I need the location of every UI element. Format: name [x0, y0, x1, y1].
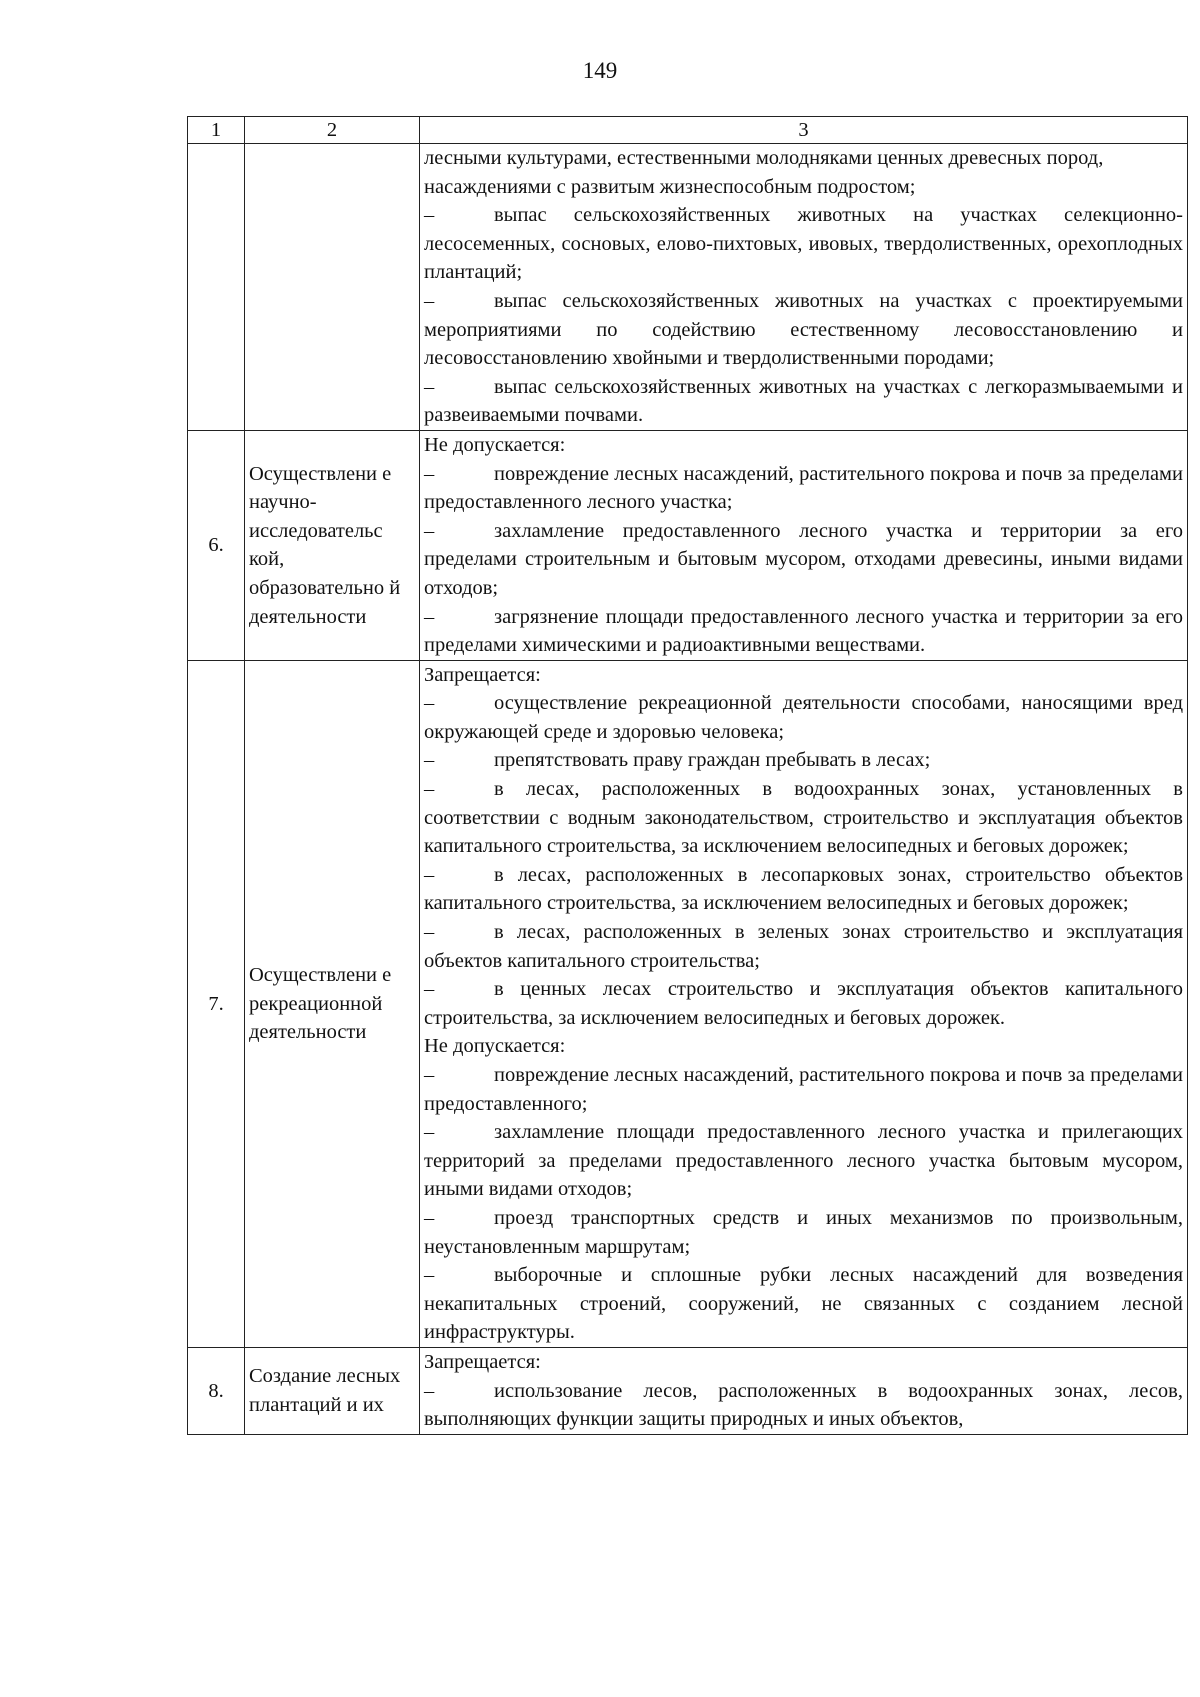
restriction-item	[424, 1204, 1183, 1261]
restriction-text: Запрещается:	[424, 1350, 541, 1373]
dash-bullet: –	[424, 204, 435, 227]
dash-bullet: –	[424, 921, 435, 944]
restriction-item	[424, 603, 1183, 660]
dash-bullet: –	[424, 778, 435, 801]
restriction-item	[424, 201, 1183, 287]
dash-bullet: –	[424, 1206, 435, 1229]
restriction-item	[424, 975, 1183, 1032]
dash-bullet: –	[424, 749, 435, 772]
row-number: 6.	[188, 430, 245, 660]
restriction-heading	[424, 661, 1183, 690]
restriction-text: проезд транспортных средств и иных механизмов по произвольным, неустановленным маршрутам;	[424, 1206, 1183, 1258]
restriction-heading	[424, 431, 1183, 460]
restriction-item	[424, 287, 1183, 373]
dash-bullet: –	[424, 1064, 435, 1086]
restriction-item	[424, 460, 1183, 517]
restriction-item	[424, 746, 1183, 775]
restriction-text: загрязнение площади предоставленного лесного участка и территории за его пределами химическими и радиоактивными веществами.	[424, 605, 1183, 657]
restriction-text: повреждение лесных насаждений, растительного покрова и почв за пределами предоставленного лесного участка;	[424, 462, 1183, 514]
table-row	[188, 660, 1188, 1347]
dash-bullet: –	[424, 692, 435, 715]
restriction-text: лесными культурами, естественными молодняками ценных древесных пород, насаждениями с развитым жизнеспособным подростом;	[424, 147, 1104, 198]
restriction-item	[424, 689, 1183, 746]
restriction-item	[424, 1118, 1183, 1204]
restriction-item	[424, 775, 1183, 861]
dash-bullet: –	[424, 978, 435, 1001]
table-row	[188, 1347, 1188, 1434]
table-row	[188, 144, 1188, 431]
regulations-table	[187, 116, 1188, 1435]
activity-name: Осуществлени е рекреационной деятельности	[245, 660, 420, 1347]
header-col-3: 3	[420, 117, 1188, 144]
restriction-item	[424, 918, 1183, 975]
restriction-text: осуществление рекреационной деятельности способами, наносящими вред окружающей среде и здоровью человека;	[424, 692, 1183, 743]
table-header-row	[188, 117, 1188, 144]
dash-bullet: –	[424, 605, 435, 628]
activity-name	[245, 144, 420, 431]
dash-bullet: –	[424, 863, 435, 886]
restrictions-cell	[420, 430, 1188, 660]
restriction-text: захламление предоставленного лесного участка и территории за его пределами строительным и бытовым мусором, отходами древесины, иными видами отходов;	[424, 519, 1183, 599]
restriction-heading	[424, 1032, 1183, 1061]
restriction-text: Не допускается:	[424, 1035, 566, 1058]
dash-bullet: –	[424, 289, 435, 312]
restriction-text: выпас сельскохозяйственных животных на участках селекционно-лесосеменных, сосновых, елово-пихтовых, ивовых, твердолиственных, орехоплодных плантаций;	[424, 204, 1183, 284]
activity-name: Осуществлени е научно-исследовательс кой, образовательно й деятельности	[245, 430, 420, 660]
restrictions-cell	[420, 144, 1188, 431]
restriction-heading	[424, 144, 1183, 201]
dash-bullet: –	[424, 462, 435, 485]
dash-bullet: –	[424, 1379, 435, 1402]
dash-bullet: –	[424, 519, 435, 542]
restriction-item	[424, 517, 1183, 603]
restriction-item	[424, 1061, 1183, 1118]
restriction-text: захламление площади предоставленного лесного участка и прилегающих территорий за пределами предоставленного лесного участка бытовым мусором, иными видами отходов;	[424, 1121, 1183, 1201]
restrictions-cell	[420, 660, 1188, 1347]
restrictions-cell	[420, 1347, 1188, 1434]
restriction-text: в лесах, расположенных в лесопарковых зонах, строительство объектов капитального строительства, за исключением велосипедных и беговых дорожек;	[424, 863, 1183, 915]
restriction-text: в лесах, расположенных в зеленых зонах строительство и эксплуатация объектов капитального строительства;	[424, 921, 1183, 972]
dash-bullet: –	[424, 1264, 435, 1287]
restriction-text: повреждение лесных насаждений, растительного покрова и почв за пределами предоставленного;	[424, 1064, 1183, 1115]
header-col-1: 1	[188, 117, 245, 144]
restriction-text: препятствовать праву граждан пребывать в лесах;	[494, 749, 931, 772]
restriction-text: выпас сельскохозяйственных животных на участках с проектируемыми мероприятиями по содействию естественному лесовосстановлению и лесовосстановлению хвойными и твердолиственными породами;	[424, 289, 1183, 370]
dash-bullet: –	[424, 1121, 435, 1144]
restriction-item	[424, 1261, 1183, 1347]
restriction-item	[424, 861, 1183, 918]
restriction-text: в лесах, расположенных в водоохранных зонах, установленных в соответствии с водным законодательством, строительство и эксплуатация объектов капитального строительства, за исключением велосипедных и беговых дорожек;	[424, 778, 1183, 858]
restriction-text: в ценных лесах строительство и эксплуатация объектов капитального строительства, за исключением велосипедных и беговых дорожек.	[424, 978, 1183, 1029]
restriction-text: использование лесов, расположенных в водоохранных зонах, лесов, выполняющих функции защиты природных и иных объектов,	[424, 1379, 1183, 1431]
restriction-text: выпас сельскохозяйственных животных на участках с легкоразмываемыми и развеиваемыми почвами.	[424, 375, 1183, 427]
table-row	[188, 430, 1188, 660]
row-number	[188, 144, 245, 431]
dash-bullet: –	[424, 375, 435, 398]
restriction-text: Запрещается:	[424, 663, 541, 686]
restriction-item	[424, 373, 1183, 430]
page-number: 149	[582, 58, 618, 83]
restriction-text: Не допускается:	[424, 433, 566, 456]
activity-name: Создание лесных плантаций и их	[245, 1347, 420, 1434]
row-number: 8.	[188, 1347, 245, 1434]
restriction-text: выборочные и сплошные рубки лесных насаждений для возведения некапитальных строений, сооружений, не связанных с созданием лесной инфраструктуры.	[424, 1264, 1183, 1344]
restriction-item	[424, 1377, 1183, 1434]
header-col-2: 2	[245, 117, 420, 144]
restriction-heading	[424, 1348, 1183, 1377]
row-number: 7.	[188, 660, 245, 1347]
